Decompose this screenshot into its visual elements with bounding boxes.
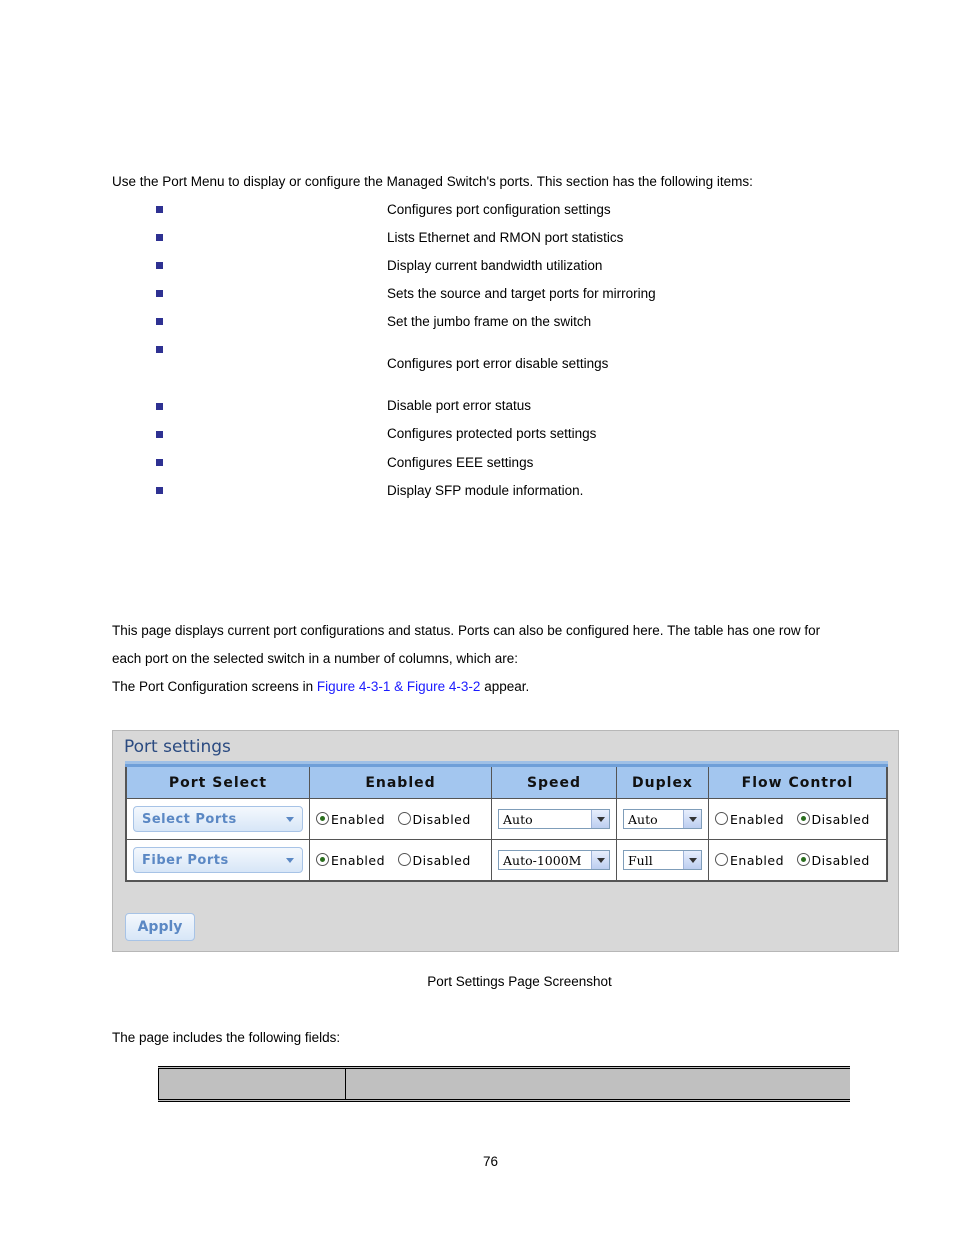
column-header-flow-control: Flow Control [709, 766, 888, 799]
fields-table-header [158, 1066, 850, 1102]
bullet-icon [156, 403, 163, 410]
duplex-value: Auto [628, 811, 658, 827]
page-number-text: 76 [482, 1154, 499, 1169]
enabled-radio[interactable] [316, 812, 329, 825]
duplex-value: Full [628, 852, 653, 868]
duplex-cell [617, 799, 709, 840]
fields-intro: The page includes the following fields: [112, 1030, 341, 1045]
figure-caption [0, 974, 954, 989]
speed-cell [492, 840, 617, 882]
item-description: Configures protected ports settings [387, 426, 597, 441]
duplex-cell [617, 840, 709, 882]
radio-label: Enabled [730, 811, 785, 827]
radio-label: Disabled [811, 811, 870, 827]
apply-button[interactable]: Apply [125, 913, 195, 941]
figure-ref-text: The Port Configuration screens in [112, 679, 317, 694]
chevron-down-icon [286, 858, 294, 863]
enabled-cell [310, 799, 492, 840]
radio-label: Disabled [412, 811, 471, 827]
page-number [0, 1154, 954, 1169]
dropdown-arrow-icon [591, 810, 609, 828]
flow-control-enabled-radio[interactable] [715, 853, 728, 866]
port-settings-screenshot [112, 730, 899, 952]
caption-text: Port Settings Page Screenshot [427, 974, 612, 989]
table-row [126, 799, 887, 840]
chevron-down-icon [286, 817, 294, 822]
bullet-icon [156, 487, 163, 494]
item-description: Set the jumbo frame on the switch [387, 314, 592, 329]
speed-value: Auto [503, 811, 533, 827]
disabled-radio[interactable] [398, 853, 411, 866]
item-description: Display SFP module information. [387, 483, 584, 498]
bullet-icon [156, 234, 163, 241]
port-select-dropdown[interactable] [133, 806, 303, 832]
duplex-select[interactable] [623, 850, 702, 870]
description-paragraph: each port on the selected switch in a number of columns, which are: [112, 651, 518, 666]
flow-control-cell [709, 840, 888, 882]
table-row [126, 840, 887, 882]
bullet-icon [156, 459, 163, 466]
fields-header-object-cell [158, 1069, 346, 1099]
fields-header-description-cell [346, 1069, 850, 1099]
bullet-icon [156, 318, 163, 325]
flow-control-disabled-radio[interactable] [797, 853, 810, 866]
panel-title: Port settings [124, 737, 231, 757]
port-select-cell [126, 799, 310, 840]
column-header-enabled: Enabled [310, 766, 492, 799]
item-description: Display current bandwidth utilization [387, 258, 603, 273]
radio-label: Disabled [412, 852, 471, 868]
item-description: Configures EEE settings [387, 455, 534, 470]
item-description: Configures port error disable settings [387, 356, 609, 371]
figure-link[interactable]: Figure 4-3-1 & Figure 4-3-2 [316, 679, 481, 694]
bullet-icon [156, 206, 163, 213]
speed-cell [492, 799, 617, 840]
flow-control-disabled-radio[interactable] [797, 812, 810, 825]
figure-reference [112, 679, 529, 694]
port-select-dropdown[interactable] [133, 847, 303, 873]
item-description: Sets the source and target ports for mirroring [387, 286, 656, 301]
dropdown-arrow-icon [591, 851, 609, 869]
flow-control-enabled-radio[interactable] [715, 812, 728, 825]
intro-text: Use the Port Menu to display or configure the Managed Switch's ports. This section has the following items: [112, 174, 753, 189]
bullet-icon [156, 262, 163, 269]
dropdown-arrow-icon [683, 810, 701, 828]
port-select-value: Fiber Ports [142, 852, 229, 868]
port-select-cell [126, 840, 310, 882]
radio-label: Enabled [730, 852, 785, 868]
enabled-cell [310, 840, 492, 882]
description-paragraph: This page displays current port configurations and status. Ports can also be configured here. The table has one row for [112, 623, 821, 638]
bullet-icon [156, 290, 163, 297]
speed-select[interactable] [498, 809, 610, 829]
disabled-radio[interactable] [398, 812, 411, 825]
bullet-icon [156, 346, 163, 353]
radio-label: Enabled [331, 811, 386, 827]
bullet-icon [156, 431, 163, 438]
flow-control-cell [709, 799, 888, 840]
column-header-port-select: Port Select [126, 766, 310, 799]
enabled-radio[interactable] [316, 853, 329, 866]
port-settings-table [125, 764, 888, 882]
speed-select[interactable] [498, 850, 610, 870]
duplex-select[interactable] [623, 809, 702, 829]
figure-ref-text: appear. [480, 679, 530, 694]
radio-label: Disabled [811, 852, 870, 868]
column-header-speed: Speed [492, 766, 617, 799]
item-description: Configures port configuration settings [387, 202, 611, 217]
speed-value: Auto-1000M [503, 852, 582, 868]
port-select-value: Select Ports [142, 811, 237, 827]
item-description: Lists Ethernet and RMON port statistics [387, 230, 624, 245]
table-header-row [126, 766, 887, 799]
item-description: Disable port error status [387, 398, 532, 413]
dropdown-arrow-icon [683, 851, 701, 869]
radio-label: Enabled [331, 852, 386, 868]
column-header-duplex: Duplex [617, 766, 709, 799]
